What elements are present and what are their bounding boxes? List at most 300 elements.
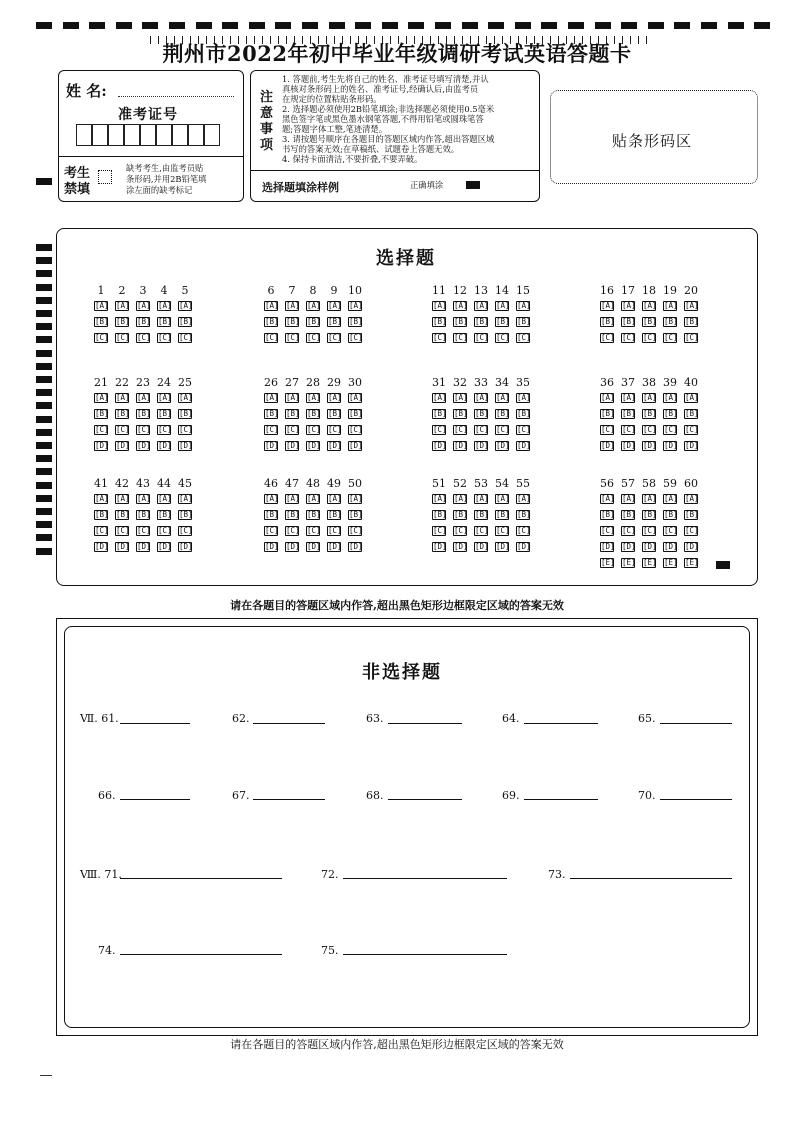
- answer-bubble-c[interactable]: [C]: [137, 425, 151, 434]
- answer-bubble-a[interactable]: [A]: [265, 393, 279, 402]
- answer-bubble-b[interactable]: [B]: [179, 409, 193, 418]
- answer-bubble-d[interactable]: [D]: [664, 542, 678, 551]
- question-number: 11: [432, 284, 446, 297]
- answer-bubble-c[interactable]: [C]: [643, 425, 657, 434]
- timing-mark: [36, 495, 52, 502]
- answer-bubble-d[interactable]: [D]: [622, 441, 636, 450]
- answer-bubble-d[interactable]: [D]: [643, 441, 657, 450]
- answer-bubble-c[interactable]: [C]: [685, 526, 699, 535]
- answer-bubble-b[interactable]: [B]: [643, 409, 657, 418]
- answer-bubble-b[interactable]: [B]: [685, 510, 699, 519]
- timing-mark: [568, 22, 584, 29]
- answer-bubble-d[interactable]: [D]: [601, 441, 615, 450]
- name-field[interactable]: [118, 96, 234, 97]
- answer-bubble-a[interactable]: [A]: [137, 494, 151, 503]
- question-number: 32: [453, 376, 467, 389]
- answer-bubble-a[interactable]: [A]: [475, 301, 489, 310]
- answer-bubble-d[interactable]: [D]: [95, 542, 109, 551]
- answer-bubble-a[interactable]: [A]: [685, 393, 699, 402]
- answer-bubble-b[interactable]: [B]: [265, 510, 279, 519]
- answer-bubble-c[interactable]: [C]: [95, 425, 109, 434]
- answer-bubble-d[interactable]: [D]: [265, 542, 279, 551]
- exam-id-cell[interactable]: [172, 124, 188, 146]
- answer-bubble-c[interactable]: [C]: [179, 333, 193, 342]
- answer-bubble-a[interactable]: [A]: [286, 393, 300, 402]
- answer-bubble-b[interactable]: [B]: [307, 317, 321, 326]
- answer-bubble-b[interactable]: [B]: [685, 317, 699, 326]
- exam-id-cell[interactable]: [140, 124, 156, 146]
- answer-bubble-c[interactable]: [C]: [517, 526, 531, 535]
- answer-bubble-d[interactable]: [D]: [286, 441, 300, 450]
- answer-bubble-a[interactable]: [A]: [643, 393, 657, 402]
- exam-id-cell[interactable]: [124, 124, 140, 146]
- answer-bubble-b[interactable]: [B]: [664, 317, 678, 326]
- answer-bubble-b[interactable]: [B]: [116, 317, 130, 326]
- answer-bubble-c[interactable]: [C]: [116, 425, 130, 434]
- answer-bubble-a[interactable]: [A]: [349, 494, 363, 503]
- answer-bubble-a[interactable]: [A]: [265, 494, 279, 503]
- answer-bubble-d[interactable]: [D]: [517, 441, 531, 450]
- answer-bubble-a[interactable]: [A]: [179, 494, 193, 503]
- timing-mark: [36, 429, 52, 436]
- answer-bubble-d[interactable]: [D]: [116, 542, 130, 551]
- notes-line-5: 黑色签字笔或黑色墨水钢笔答题,不得用铅笔或圆珠笔答: [282, 114, 484, 124]
- answer-bubble-c[interactable]: [C]: [328, 526, 342, 535]
- answer-bubble-c[interactable]: [C]: [517, 425, 531, 434]
- answer-bubble-a[interactable]: [A]: [664, 301, 678, 310]
- answer-bubble-d[interactable]: [D]: [158, 441, 172, 450]
- answer-bubble-c[interactable]: [C]: [116, 333, 130, 342]
- answer-bubble-b[interactable]: [B]: [664, 510, 678, 519]
- answer-bubble-a[interactable]: [A]: [517, 494, 531, 503]
- answer-bubble-a[interactable]: [A]: [664, 494, 678, 503]
- q73-answer[interactable]: [570, 878, 732, 879]
- answer-bubble-b[interactable]: [B]: [643, 510, 657, 519]
- answer-bubble-d[interactable]: [D]: [137, 542, 151, 551]
- answer-bubble-c[interactable]: [C]: [664, 333, 678, 342]
- answer-bubble-d[interactable]: [D]: [179, 441, 193, 450]
- answer-bubble-b[interactable]: [B]: [475, 510, 489, 519]
- answer-bubble-b[interactable]: [B]: [137, 317, 151, 326]
- question-number: 35: [516, 376, 530, 389]
- answer-bubble-b[interactable]: [B]: [601, 409, 615, 418]
- absent-label-1: 考生: [64, 166, 91, 181]
- timing-mark: [196, 22, 212, 29]
- exam-id-cell[interactable]: [156, 124, 172, 146]
- answer-bubble-c[interactable]: [C]: [685, 425, 699, 434]
- answer-bubble-a[interactable]: [A]: [664, 393, 678, 402]
- answer-bubble-c[interactable]: [C]: [137, 333, 151, 342]
- answer-bubble-b[interactable]: [B]: [685, 409, 699, 418]
- answer-bubble-a[interactable]: [A]: [601, 393, 615, 402]
- answer-bubble-c[interactable]: [C]: [622, 333, 636, 342]
- answer-bubble-c[interactable]: [C]: [328, 425, 342, 434]
- answer-bubble-b[interactable]: [B]: [517, 409, 531, 418]
- answer-bubble-a[interactable]: [A]: [349, 393, 363, 402]
- correct-fill-label: 正确填涂: [410, 180, 444, 190]
- answer-bubble-a[interactable]: [A]: [137, 393, 151, 402]
- answer-bubble-b[interactable]: [B]: [95, 409, 109, 418]
- answer-bubble-a[interactable]: [A]: [158, 393, 172, 402]
- answer-bubble-b[interactable]: [B]: [286, 510, 300, 519]
- answer-bubble-c[interactable]: [C]: [349, 526, 363, 535]
- answer-bubble-e[interactable]: [E]: [664, 558, 678, 567]
- answer-bubble-c[interactable]: [C]: [286, 526, 300, 535]
- answer-bubble-a[interactable]: [A]: [643, 301, 657, 310]
- answer-bubble-d[interactable]: [D]: [517, 542, 531, 551]
- question-number: 33: [474, 376, 488, 389]
- answer-bubble-c[interactable]: [C]: [685, 333, 699, 342]
- answer-bubble-c[interactable]: [C]: [475, 425, 489, 434]
- question-number: 59: [663, 477, 677, 490]
- answer-bubble-b[interactable]: [B]: [622, 409, 636, 418]
- notes-line-8: 书写的答案无效;在草稿纸、试题卷上答题无效。: [282, 144, 460, 154]
- answer-bubble-c[interactable]: [C]: [517, 333, 531, 342]
- answer-bubble-a[interactable]: [A]: [116, 393, 130, 402]
- answer-bubble-b[interactable]: [B]: [496, 510, 510, 519]
- answer-bubble-a[interactable]: [A]: [307, 301, 321, 310]
- answer-bubble-c[interactable]: [C]: [643, 526, 657, 535]
- answer-bubble-c[interactable]: [C]: [158, 425, 172, 434]
- timing-mark: [302, 22, 318, 29]
- answer-bubble-c[interactable]: [C]: [158, 526, 172, 535]
- answer-bubble-c[interactable]: [C]: [454, 333, 468, 342]
- answer-bubble-b[interactable]: [B]: [307, 409, 321, 418]
- answer-bubble-c[interactable]: [C]: [179, 425, 193, 434]
- answer-bubble-c[interactable]: [C]: [433, 333, 447, 342]
- q67-label: 67.: [232, 789, 250, 802]
- timing-mark: [36, 297, 52, 304]
- answer-bubble-c[interactable]: [C]: [179, 526, 193, 535]
- exam-id-cell[interactable]: [204, 124, 220, 146]
- q61-answer[interactable]: [120, 723, 190, 724]
- answer-bubble-b[interactable]: [B]: [116, 510, 130, 519]
- answer-bubble-c[interactable]: [C]: [601, 526, 615, 535]
- question-number: 39: [663, 376, 677, 389]
- answer-bubble-a[interactable]: [A]: [179, 301, 193, 310]
- answer-bubble-c[interactable]: [C]: [116, 526, 130, 535]
- answer-bubble-b[interactable]: [B]: [265, 317, 279, 326]
- answer-bubble-b[interactable]: [B]: [179, 317, 193, 326]
- answer-bubble-a[interactable]: [A]: [137, 301, 151, 310]
- answer-bubble-b[interactable]: [B]: [517, 510, 531, 519]
- timing-mark: [488, 22, 504, 29]
- answer-bubble-b[interactable]: [B]: [622, 510, 636, 519]
- q62-answer[interactable]: [253, 723, 325, 724]
- q68-answer[interactable]: [388, 799, 462, 800]
- question-number: 36: [600, 376, 614, 389]
- answer-bubble-a[interactable]: [A]: [685, 494, 699, 503]
- answer-bubble-c[interactable]: [C]: [307, 425, 321, 434]
- answer-bubble-b[interactable]: [B]: [158, 409, 172, 418]
- answer-bubble-b[interactable]: [B]: [116, 409, 130, 418]
- answer-bubble-c[interactable]: [C]: [95, 526, 109, 535]
- exam-id-cell[interactable]: [108, 124, 124, 146]
- answer-bubble-a[interactable]: [A]: [601, 494, 615, 503]
- answer-bubble-b[interactable]: [B]: [265, 409, 279, 418]
- timing-mark: [462, 22, 478, 29]
- answer-bubble-a[interactable]: [A]: [622, 494, 636, 503]
- answer-bubble-d[interactable]: [D]: [265, 441, 279, 450]
- answer-bubble-c[interactable]: [C]: [265, 526, 279, 535]
- exam-id-cell[interactable]: [92, 124, 108, 146]
- timing-mark: [329, 22, 345, 29]
- answer-bubble-d[interactable]: [D]: [664, 441, 678, 450]
- answer-bubble-d[interactable]: [D]: [158, 542, 172, 551]
- answer-bubble-d[interactable]: [D]: [179, 542, 193, 551]
- answer-bubble-d[interactable]: [D]: [454, 441, 468, 450]
- answer-bubble-a[interactable]: [A]: [95, 494, 109, 503]
- answer-bubble-c[interactable]: [C]: [286, 425, 300, 434]
- timing-mark: [142, 22, 158, 29]
- answer-bubble-a[interactable]: [A]: [496, 494, 510, 503]
- answer-bubble-a[interactable]: [A]: [286, 301, 300, 310]
- answer-bubble-d[interactable]: [D]: [95, 441, 109, 450]
- nonchoice-notice: 请在各题目的答题区域内作答,超出黑色矩形边框限定区域的答案无效: [230, 1038, 564, 1051]
- answer-bubble-a[interactable]: [A]: [95, 301, 109, 310]
- answer-bubble-c[interactable]: [C]: [307, 526, 321, 535]
- answer-bubble-d[interactable]: [D]: [685, 542, 699, 551]
- answer-bubble-a[interactable]: [A]: [95, 393, 109, 402]
- answer-bubble-e[interactable]: [E]: [685, 558, 699, 567]
- answer-bubble-c[interactable]: [C]: [265, 333, 279, 342]
- answer-bubble-b[interactable]: [B]: [328, 409, 342, 418]
- answer-bubble-d[interactable]: [D]: [328, 441, 342, 450]
- answer-bubble-a[interactable]: [A]: [433, 494, 447, 503]
- answer-bubble-a[interactable]: [A]: [475, 393, 489, 402]
- answer-bubble-b[interactable]: [B]: [664, 409, 678, 418]
- answer-bubble-a[interactable]: [A]: [116, 301, 130, 310]
- answer-bubble-d[interactable]: [D]: [116, 441, 130, 450]
- answer-bubble-c[interactable]: [C]: [433, 526, 447, 535]
- answer-bubble-a[interactable]: [A]: [496, 393, 510, 402]
- q74-answer[interactable]: [120, 954, 282, 955]
- answer-bubble-b[interactable]: [B]: [454, 317, 468, 326]
- answer-bubble-d[interactable]: [D]: [475, 441, 489, 450]
- q72-answer[interactable]: [343, 878, 507, 879]
- answer-bubble-c[interactable]: [C]: [137, 526, 151, 535]
- answer-bubble-c[interactable]: [C]: [601, 333, 615, 342]
- answer-bubble-b[interactable]: [B]: [475, 409, 489, 418]
- answer-bubble-b[interactable]: [B]: [454, 510, 468, 519]
- answer-bubble-c[interactable]: [C]: [433, 425, 447, 434]
- answer-bubble-b[interactable]: [B]: [286, 409, 300, 418]
- absent-note-1: 缺考考生,由监考员贴: [126, 163, 204, 173]
- answer-bubble-b[interactable]: [B]: [137, 409, 151, 418]
- answer-bubble-d[interactable]: [D]: [328, 542, 342, 551]
- q67-answer[interactable]: [253, 799, 325, 800]
- answer-bubble-a[interactable]: [A]: [601, 301, 615, 310]
- answer-bubble-d[interactable]: [D]: [433, 542, 447, 551]
- question-number: 21: [94, 376, 108, 389]
- question-number: 58: [642, 477, 656, 490]
- timing-mark: [382, 22, 398, 29]
- answer-bubble-a[interactable]: [A]: [433, 393, 447, 402]
- timing-mark: [435, 22, 451, 29]
- answer-bubble-c[interactable]: [C]: [286, 333, 300, 342]
- answer-bubble-b[interactable]: [B]: [158, 510, 172, 519]
- answer-bubble-c[interactable]: [C]: [622, 526, 636, 535]
- answer-bubble-c[interactable]: [C]: [496, 526, 510, 535]
- timing-mark: [36, 442, 52, 449]
- answer-bubble-b[interactable]: [B]: [95, 317, 109, 326]
- answer-bubble-b[interactable]: [B]: [349, 510, 363, 519]
- answer-bubble-a[interactable]: [A]: [454, 301, 468, 310]
- answer-bubble-b[interactable]: [B]: [179, 510, 193, 519]
- answer-bubble-b[interactable]: [B]: [601, 317, 615, 326]
- question-number: 44: [157, 477, 171, 490]
- answer-bubble-c[interactable]: [C]: [158, 333, 172, 342]
- answer-bubble-b[interactable]: [B]: [328, 510, 342, 519]
- question-number: 48: [306, 477, 320, 490]
- q75-label: 75.: [321, 944, 339, 957]
- answer-bubble-c[interactable]: [C]: [349, 333, 363, 342]
- answer-bubble-a[interactable]: [A]: [328, 393, 342, 402]
- answer-bubble-c[interactable]: [C]: [454, 526, 468, 535]
- answer-bubble-a[interactable]: [A]: [265, 301, 279, 310]
- answer-bubble-b[interactable]: [B]: [328, 317, 342, 326]
- q70-answer[interactable]: [660, 799, 732, 800]
- answer-bubble-b[interactable]: [B]: [517, 317, 531, 326]
- answer-bubble-c[interactable]: [C]: [622, 425, 636, 434]
- exam-id-cell[interactable]: [188, 124, 204, 146]
- answer-bubble-a[interactable]: [A]: [454, 393, 468, 402]
- sample-label: 选择题填涂样例: [262, 181, 339, 194]
- q69-label: 69.: [502, 789, 520, 802]
- notes-label-3: 事: [260, 122, 274, 137]
- answer-bubble-a[interactable]: [A]: [454, 494, 468, 503]
- answer-bubble-d[interactable]: [D]: [454, 542, 468, 551]
- answer-bubble-b[interactable]: [B]: [454, 409, 468, 418]
- question-number: 17: [621, 284, 635, 297]
- answer-bubble-b[interactable]: [B]: [496, 409, 510, 418]
- answer-bubble-b[interactable]: [B]: [307, 510, 321, 519]
- answer-bubble-b[interactable]: [B]: [95, 510, 109, 519]
- answer-bubble-d[interactable]: [D]: [685, 441, 699, 450]
- answer-bubble-b[interactable]: [B]: [158, 317, 172, 326]
- answer-bubble-b[interactable]: [B]: [349, 409, 363, 418]
- answer-bubble-c[interactable]: [C]: [95, 333, 109, 342]
- answer-bubble-d[interactable]: [D]: [349, 542, 363, 551]
- answer-bubble-b[interactable]: [B]: [601, 510, 615, 519]
- question-number: 50: [348, 477, 362, 490]
- answer-bubble-a[interactable]: [A]: [328, 301, 342, 310]
- answer-bubble-a[interactable]: [A]: [622, 301, 636, 310]
- question-number: 52: [453, 477, 467, 490]
- answer-bubble-b[interactable]: [B]: [496, 317, 510, 326]
- answer-bubble-b[interactable]: [B]: [286, 317, 300, 326]
- question-number: 45: [178, 477, 192, 490]
- absent-mark-box[interactable]: [98, 170, 112, 184]
- answer-bubble-b[interactable]: [B]: [643, 317, 657, 326]
- question-number: 42: [115, 477, 129, 490]
- answer-bubble-a[interactable]: [A]: [349, 301, 363, 310]
- answer-bubble-b[interactable]: [B]: [137, 510, 151, 519]
- answer-bubble-a[interactable]: [A]: [307, 494, 321, 503]
- q63-answer[interactable]: [388, 723, 462, 724]
- answer-bubble-c[interactable]: [C]: [643, 333, 657, 342]
- timing-mark: [648, 22, 664, 29]
- answer-bubble-c[interactable]: [C]: [454, 425, 468, 434]
- answer-bubble-d[interactable]: [D]: [307, 542, 321, 551]
- answer-bubble-a[interactable]: [A]: [328, 494, 342, 503]
- answer-bubble-a[interactable]: [A]: [496, 301, 510, 310]
- q63-label: 63.: [366, 712, 384, 725]
- answer-bubble-d[interactable]: [D]: [601, 542, 615, 551]
- answer-bubble-c[interactable]: [C]: [475, 333, 489, 342]
- answer-bubble-a[interactable]: [A]: [158, 301, 172, 310]
- answer-bubble-b[interactable]: [B]: [433, 317, 447, 326]
- answer-bubble-a[interactable]: [A]: [433, 301, 447, 310]
- answer-bubble-c[interactable]: [C]: [664, 526, 678, 535]
- q75-answer[interactable]: [343, 954, 507, 955]
- answer-bubble-a[interactable]: [A]: [307, 393, 321, 402]
- answer-bubble-c[interactable]: [C]: [601, 425, 615, 434]
- answer-bubble-d[interactable]: [D]: [307, 441, 321, 450]
- answer-bubble-a[interactable]: [A]: [643, 494, 657, 503]
- answer-bubble-a[interactable]: [A]: [179, 393, 193, 402]
- q66-answer[interactable]: [120, 799, 190, 800]
- answer-bubble-c[interactable]: [C]: [496, 333, 510, 342]
- timing-mark: [36, 548, 52, 555]
- exam-id-cell[interactable]: [76, 124, 92, 146]
- answer-bubble-a[interactable]: [A]: [517, 393, 531, 402]
- q65-answer[interactable]: [660, 723, 732, 724]
- timing-mark: [36, 244, 52, 251]
- answer-bubble-d[interactable]: [D]: [643, 542, 657, 551]
- answer-bubble-b[interactable]: [B]: [433, 409, 447, 418]
- answer-bubble-e[interactable]: [E]: [643, 558, 657, 567]
- question-number: 51: [432, 477, 446, 490]
- answer-bubble-a[interactable]: [A]: [286, 494, 300, 503]
- answer-bubble-d[interactable]: [D]: [622, 542, 636, 551]
- answer-bubble-c[interactable]: [C]: [328, 333, 342, 342]
- answer-bubble-b[interactable]: [B]: [475, 317, 489, 326]
- question-number: 53: [474, 477, 488, 490]
- answer-bubble-a[interactable]: [A]: [475, 494, 489, 503]
- answer-bubble-d[interactable]: [D]: [349, 441, 363, 450]
- answer-bubble-c[interactable]: [C]: [349, 425, 363, 434]
- answer-bubble-d[interactable]: [D]: [496, 441, 510, 450]
- answer-bubble-d[interactable]: [D]: [496, 542, 510, 551]
- q69-answer[interactable]: [524, 799, 598, 800]
- answer-bubble-e[interactable]: [E]: [622, 558, 636, 567]
- answer-bubble-c[interactable]: [C]: [265, 425, 279, 434]
- answer-bubble-d[interactable]: [D]: [475, 542, 489, 551]
- answer-bubble-d[interactable]: [D]: [286, 542, 300, 551]
- answer-bubble-c[interactable]: [C]: [475, 526, 489, 535]
- answer-bubble-a[interactable]: [A]: [517, 301, 531, 310]
- answer-bubble-b[interactable]: [B]: [622, 317, 636, 326]
- answer-bubble-a[interactable]: [A]: [685, 301, 699, 310]
- timing-mark: [222, 22, 238, 29]
- answer-bubble-c[interactable]: [C]: [664, 425, 678, 434]
- answer-bubble-d[interactable]: [D]: [433, 441, 447, 450]
- answer-bubble-e[interactable]: [E]: [601, 558, 615, 567]
- answer-bubble-a[interactable]: [A]: [158, 494, 172, 503]
- answer-bubble-b[interactable]: [B]: [433, 510, 447, 519]
- answer-bubble-a[interactable]: [A]: [622, 393, 636, 402]
- answer-bubble-c[interactable]: [C]: [496, 425, 510, 434]
- answer-bubble-b[interactable]: [B]: [349, 317, 363, 326]
- answer-bubble-c[interactable]: [C]: [307, 333, 321, 342]
- q71-answer[interactable]: [120, 878, 282, 879]
- answer-bubble-d[interactable]: [D]: [137, 441, 151, 450]
- answer-bubble-a[interactable]: [A]: [116, 494, 130, 503]
- q64-answer[interactable]: [524, 723, 598, 724]
- notes-line-9: 4. 保持卡面清洁,不要折叠,不要弄破。: [282, 154, 423, 164]
- question-number: 60: [684, 477, 698, 490]
